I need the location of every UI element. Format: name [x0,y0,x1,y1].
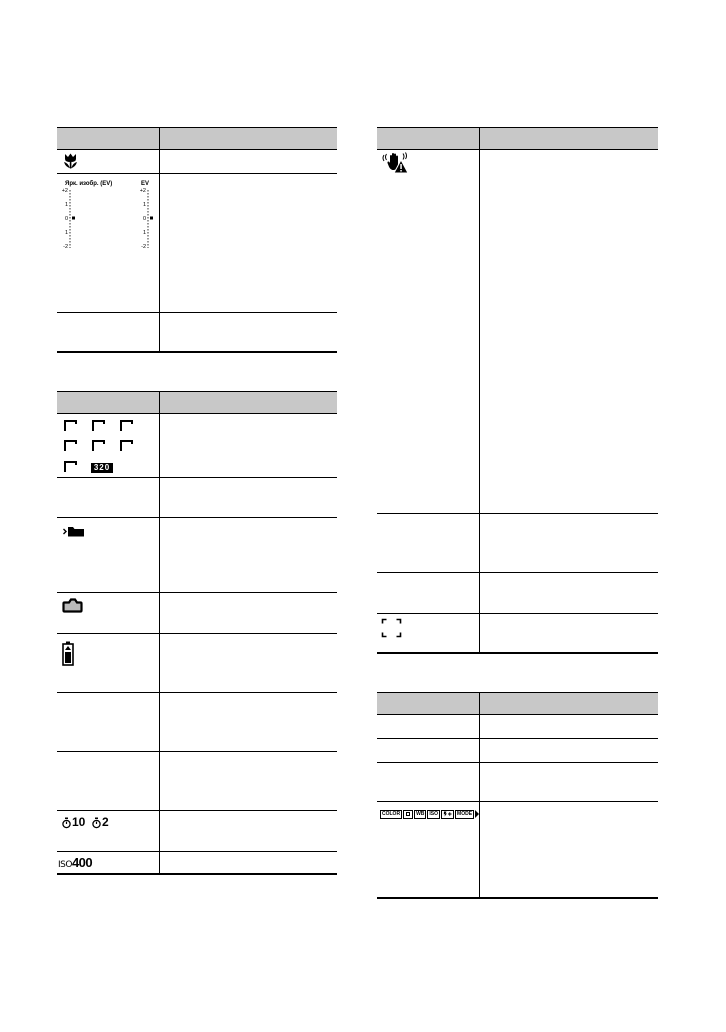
strip-mode: MODE [457,810,473,817]
table-header [377,128,658,150]
table-macro-exposure [57,127,337,353]
table-row [377,150,658,514]
indicator-cell [57,593,160,633]
indicator-cell [57,693,160,751]
table-header [57,392,337,414]
meaning-cell [160,852,337,873]
indicator-cell [57,518,160,592]
image-size-icon [92,440,105,451]
meaning-cell [160,693,337,751]
tick-label: 0 [142,216,146,222]
indicator-cell [377,763,480,801]
indicator-cell [377,739,480,762]
meaning-cell [480,614,658,652]
meaning-cell [480,573,658,613]
meaning-cell [160,593,337,633]
table-row [377,614,658,654]
meaning-cell [160,811,337,851]
indicator-cell [57,478,160,517]
indicator-cell [57,634,160,692]
indicator-cell [57,313,160,351]
strip-color: COLOR [382,810,401,817]
meaning-cell [480,763,658,801]
battery-icon [62,641,74,666]
indicator-cell [377,614,480,652]
meaning-cell [160,150,337,173]
header-cell-meaning [480,693,658,714]
indicator-cell [377,573,480,613]
table-row [377,802,658,899]
tick-label: 0 [64,216,68,222]
recording-folder-icon [63,526,85,537]
metering-icon [406,812,410,816]
self-timer-2 [92,816,109,829]
table-recording [57,391,337,875]
table-row [57,852,337,875]
header-cell-indicator [377,693,480,714]
table-row [377,739,658,763]
strip-wb: WB [416,810,425,817]
header-cell-indicator [57,392,160,413]
table-row [57,174,337,313]
tick-label: 1 [64,230,68,236]
self-timer-label: 10 [72,815,86,829]
header-cell-meaning [480,128,658,149]
table-header [377,693,658,715]
header-cell-indicator [377,128,480,149]
tick-label: +2 [139,188,146,194]
flash-compensation-icon [443,811,452,817]
brightness-label: Ярк. изобр. (EV) [65,181,113,187]
strip-iso: ISO [429,810,439,817]
image-size-icon [120,420,133,431]
table-row [377,573,658,614]
indicator-cell [377,802,480,897]
indicator-cell [377,715,480,738]
internal-memory-icon [62,598,83,613]
iso-prefix: ISO [58,860,72,870]
table-header [57,128,337,150]
indicator-cell [377,514,480,572]
table-row [57,150,337,174]
table-row [57,752,337,811]
self-timer-icon [92,817,101,829]
tick-label: -2 [141,244,146,250]
movie-size-badge: 320 [91,463,113,473]
meaning-cell [160,174,337,312]
strip-metering-icon [403,810,413,819]
table-row [57,518,337,593]
ev-label: EV [141,181,150,187]
image-size-icon [64,461,77,472]
strip-flash-compensation-icon [441,810,454,819]
meaning-cell [160,634,337,692]
tick-label: 1 [142,202,146,208]
meaning-cell [480,802,658,897]
self-timer-10 [62,816,85,829]
tick-label: 1 [142,230,146,236]
indicator-cell [57,174,160,312]
tick-label: +2 [61,188,68,194]
table-row [57,593,337,634]
image-size-icon [64,420,77,431]
indicator-cell [377,150,480,513]
indicator-cell [57,752,160,810]
meaning-cell [160,414,337,477]
table-row [57,478,337,518]
exposure-scale-icon [60,178,158,258]
meaning-cell [480,514,658,572]
header-cell-meaning [160,128,337,149]
meaning-cell [480,739,658,762]
camera-shake-warning-icon [381,152,409,174]
tick-label: -2 [63,244,68,250]
table-row [57,414,337,478]
meaning-cell [160,518,337,592]
table-settings [377,692,658,899]
header-cell-indicator [57,128,160,149]
table-row [57,811,337,852]
image-size-icon [64,440,77,451]
header-cell-meaning [160,392,337,413]
indicator-cell [57,414,160,477]
image-size-icon [120,440,133,451]
meaning-cell [480,150,658,513]
table-row [377,514,658,573]
meaning-cell [160,313,337,351]
indicator-cell [57,852,160,873]
indicator-cell [57,150,160,173]
af-range-finder-frame-icon [381,618,402,638]
settings-strip [380,809,479,819]
strip-arrow-icon [475,810,479,818]
table-row [57,634,337,693]
iso-icon [58,855,92,870]
self-timer-icon [62,817,71,829]
meaning-cell [480,715,658,738]
macro-icon [63,153,78,169]
indicator-cell [57,811,160,851]
image-size-icon [92,420,105,431]
scale-marker [72,217,75,220]
table-row [57,693,337,752]
table-row [377,763,658,802]
tick-label: 1 [64,202,68,208]
meaning-cell [160,478,337,517]
self-timer-label: 2 [102,815,109,829]
iso-value: 400 [71,855,93,870]
table-warnings [377,127,658,654]
table-row [57,313,337,353]
meaning-cell [160,752,337,810]
table-row [377,715,658,739]
scale-marker [150,217,153,220]
